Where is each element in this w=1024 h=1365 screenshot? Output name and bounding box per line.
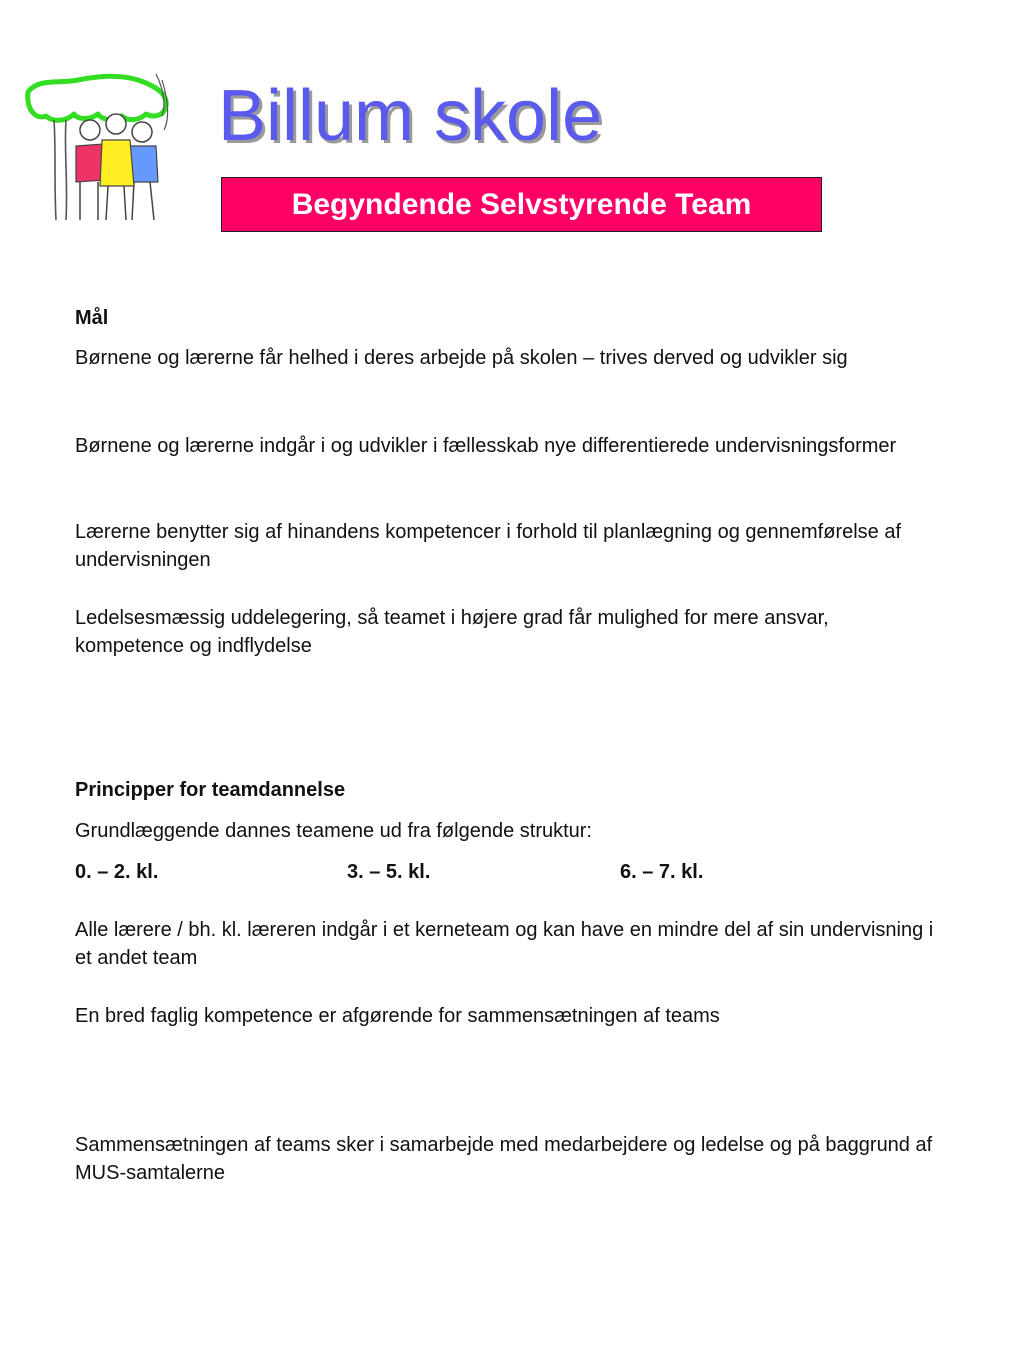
grade-group: 6. – 7. kl.	[620, 861, 704, 883]
principles-heading: Principper for teamdannelse	[75, 779, 346, 801]
goal-item: Børnene og lærerne indgår i og udvikler i fællesskab nye differentierede undervisningsformer	[75, 435, 897, 457]
banner-title: Begyndende Selvstyrende Team	[221, 177, 822, 232]
principles-paragraph: Sammensætningen af teams sker i samarbejde med medarbejdere og ledelse og på baggrund af MUS-samtalerne	[75, 1134, 933, 1184]
principles-paragraph: En bred faglig kompetence er afgørende for sammensætningen af teams	[75, 1005, 720, 1027]
goal-item: Lærerne benytter sig af hinandens kompetencer i forhold til planlægning og gennemførelse af undervisningen	[75, 521, 902, 571]
goals-heading: Mål	[75, 307, 109, 329]
goal-item: Ledelsesmæssig uddelegering, så teamet i højere grad får mulighed for mere ansvar, kompetence og indflydelse	[75, 607, 829, 657]
school-title: Billum skole	[218, 76, 603, 156]
grade-group: 3. – 5. kl.	[347, 861, 431, 883]
principles-intro: Grundlæggende dannes teamene ud fra følgende struktur:	[75, 820, 592, 842]
goal-item: Børnene og lærerne får helhed i deres arbejde på skolen – trives derved og udvikler sig	[75, 347, 848, 369]
grade-group: 0. – 2. kl.	[75, 861, 159, 883]
principles-paragraph: Alle lærere / bh. kl. læreren indgår i et kerneteam og kan have en mindre del af sin undervisning i et andet team	[75, 919, 934, 969]
tree-children-icon	[18, 70, 178, 230]
